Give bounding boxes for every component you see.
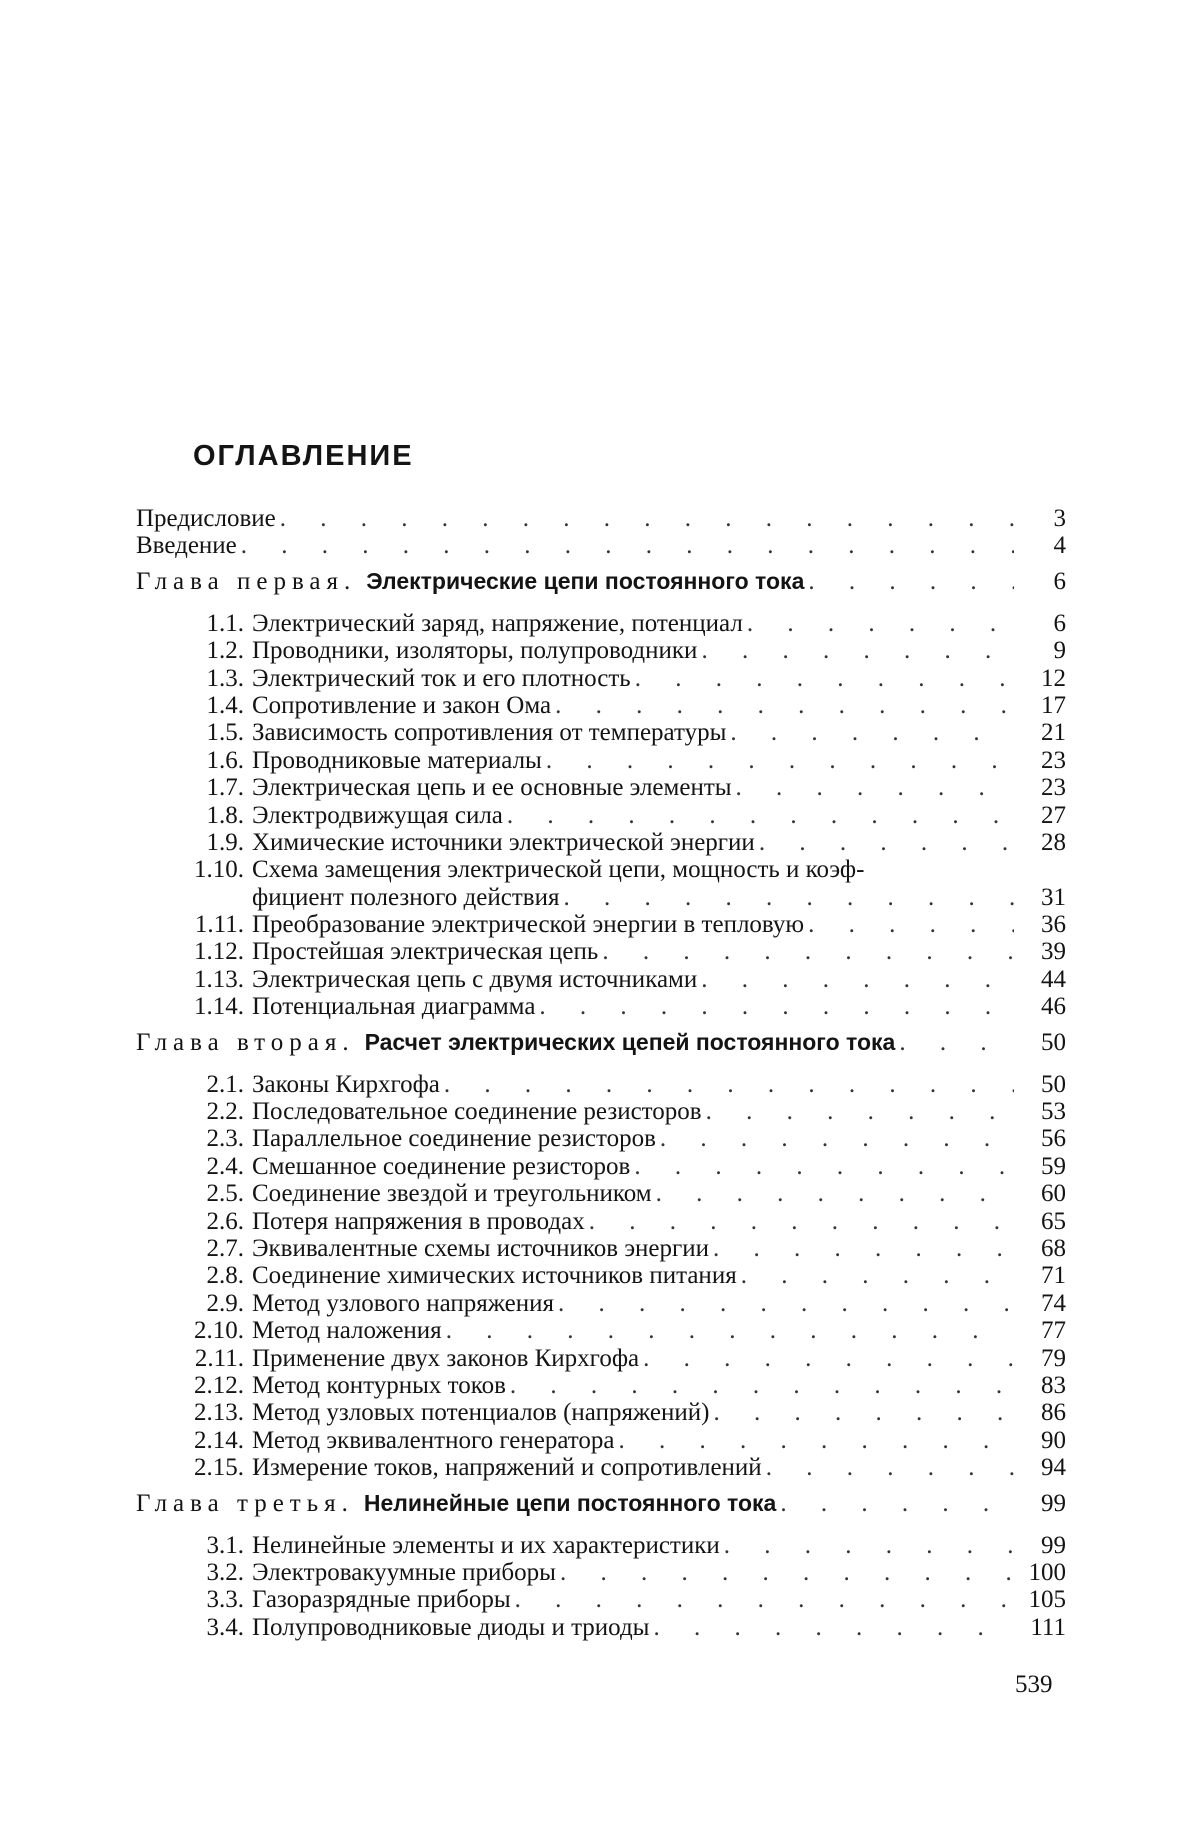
toc-entry-row [136,1345,1066,1372]
section-number: 2.10. [194,1317,244,1345]
section-number: 1.5. [206,719,244,747]
toc-entry-row [136,1235,1066,1262]
entry-page-number: 17 [1041,691,1066,719]
section-number: 2.9. [206,1289,244,1317]
entry-title: Измерение токов, напряжений и сопротивлений [252,1454,762,1482]
entry-page-number: 39 [1041,938,1066,966]
toc-entry-row [136,1614,1066,1641]
section-number: 2.14. [194,1426,244,1454]
chapter-heading [136,1029,895,1057]
dot-leader [899,1029,1014,1057]
dot-leader [741,1262,1014,1290]
entry-title: Последовательное соединение резисторов [252,1098,702,1126]
section-number: 1.9. [206,828,244,856]
entry-title: Введение [136,532,237,560]
section-number: 2.7. [206,1234,244,1262]
entry-page-number: 94 [1041,1454,1066,1482]
entry-page-number: 100 [1028,1558,1066,1586]
chapter-title: Нелинейные цепи постоянного тока [363,1489,777,1516]
entry-title: Параллельное соединение резисторов [252,1125,656,1153]
entry-page-number: 6 [1053,609,1066,637]
toc-entry-row [136,1125,1066,1152]
toc-entry-row [136,1262,1066,1289]
dot-leader [759,829,1014,857]
section-number: 1.11. [194,911,244,939]
dot-leader [446,1317,1014,1345]
entry-title: Эквивалентные схемы источников энергии [252,1234,710,1262]
table-of-contents [136,505,1066,1641]
dot-leader [634,1153,1014,1181]
entry-page-number: 56 [1041,1125,1066,1153]
entry-title: Простейшая электрическая цепь [252,938,599,966]
entry-page-number: 50 [1041,1028,1066,1056]
section-number: 1.10. [194,856,244,884]
section-number: 1.6. [206,746,244,774]
toc-entry-row [136,1454,1066,1481]
page-number: 539 [1015,1671,1053,1698]
entry-title: Потенциальная диаграмма [252,993,536,1021]
section-number: 1.3. [206,664,244,692]
entry-page-number: 50 [1041,1070,1066,1098]
entry-title: Предисловие [136,505,276,532]
entry-title: фициент полезного действия [252,883,560,911]
dot-leader [507,802,1014,830]
toc-entry-row [136,1372,1066,1399]
toc-entry-row [136,532,1066,559]
entry-page-number: 99 [1041,1489,1066,1517]
chapter-title: Электрические цепи постоянного тока [366,567,805,594]
entry-title: Применение двух законов Кирхгофа [252,1344,640,1372]
section-number: 1.2. [206,637,244,665]
toc-entry-row [136,1586,1066,1613]
entry-title: Потеря напряжения в проводах [252,1207,585,1235]
entry-page-number: 31 [1041,883,1066,911]
chapter-label: Глава первая. [136,567,357,595]
section-number: 2.6. [206,1207,244,1235]
section-number: 3.2. [206,1558,244,1586]
entry-title: Метод узловых потенциалов (напряжений) [252,1399,710,1427]
toc-entry-row [136,1532,1066,1559]
chapter-heading [136,1490,776,1518]
section-number: 1.7. [206,774,244,802]
dot-leader [444,1071,1014,1099]
entry-title: Метод узлового напряжения [252,1289,555,1317]
toc-entry-row [136,637,1066,664]
entry-title: Электрический заряд, напряжение, потенциал [252,609,743,637]
toc-entry-row [136,1208,1066,1235]
section-number: 1.8. [206,801,244,829]
entry-title: Полупроводниковые диоды и триоды [252,1613,650,1641]
entry-page-number: 111 [1030,1613,1066,1641]
toc-entry-row [136,829,1066,856]
entry-title: Метод эквивалентного генератора [252,1426,615,1454]
toc-entry-row [136,1559,1066,1586]
entry-page-number: 99 [1041,1531,1066,1559]
dot-leader [701,966,1014,994]
dot-leader [780,1490,1014,1518]
page-heading: ОГЛАВЛЕНИЕ [193,440,414,472]
entry-page-number: 60 [1041,1180,1066,1208]
dot-leader [701,637,1014,665]
section-number: 2.1. [206,1070,244,1098]
entry-title: Метод контурных токов [252,1371,506,1399]
entry-title: Электрический ток и его плотность [252,664,631,692]
entry-title: Химические источники электрической энергии [252,828,755,856]
entry-page-number: 12 [1041,664,1066,692]
entry-page-number: 53 [1041,1098,1066,1126]
toc-entry-row [136,1317,1066,1344]
dot-leader [724,1532,1014,1560]
section-number: 1.12. [194,938,244,966]
toc-chapter-row [136,568,1066,599]
entry-page-number: 23 [1041,746,1066,774]
toc-entry-row [136,911,1066,938]
dot-leader [618,1427,1014,1455]
section-number: 1.13. [194,965,244,993]
entry-page-number: 68 [1041,1234,1066,1262]
section-number: 2.2. [206,1098,244,1126]
section-number: 1.14. [194,993,244,1021]
toc-entry-row [136,993,1066,1020]
toc-entry-row [136,692,1066,719]
entry-title: Электрическая цепь и ее основные элементы [252,774,732,802]
toc-entry-row [136,665,1066,692]
entry-page-number: 90 [1041,1426,1066,1454]
toc-chapter-row [136,1490,1066,1521]
dot-leader [515,1586,1014,1614]
toc-entry-row [136,610,1066,637]
entry-page-number: 27 [1041,801,1066,829]
toc-entry-row [136,505,1066,532]
dot-leader [241,532,1014,560]
entry-title: Электровакуумные приборы [252,1558,556,1586]
dot-leader [808,568,1014,596]
entry-title: Проводники, изоляторы, полупроводники [252,637,698,665]
chapter-label: Глава третья. [136,1489,354,1517]
dot-leader [589,1208,1014,1236]
entry-page-number: 28 [1041,828,1066,856]
dot-leader [510,1372,1014,1400]
section-number: 2.13. [194,1399,244,1427]
toc-entry-row [136,747,1066,774]
entry-page-number: 23 [1041,774,1066,802]
entry-page-number: 36 [1041,911,1066,939]
entry-page-number: 105 [1028,1586,1066,1614]
entry-page-number: 3 [1053,505,1066,532]
dot-leader [635,665,1014,693]
entry-page-number: 71 [1041,1262,1066,1290]
section-number: 3.3. [206,1586,244,1614]
section-number: 2.5. [206,1180,244,1208]
entry-title: Электродвижущая сила [252,801,503,829]
dot-leader [736,774,1014,802]
section-number: 1.1. [206,609,244,637]
section-number: 2.3. [206,1125,244,1153]
section-number: 2.4. [206,1152,244,1180]
toc-chapter-row [136,1029,1066,1060]
toc-entry-row [136,1180,1066,1207]
entry-title: Смешанное соединение резисторов [252,1152,631,1180]
dot-leader [560,1559,1014,1587]
chapter-label: Глава вторая. [136,1028,355,1056]
entry-page-number: 74 [1041,1289,1066,1317]
entry-title: Газоразрядные приборы [252,1586,511,1614]
toc-entry-row [136,1290,1066,1317]
dot-leader [766,1454,1014,1482]
dot-leader [602,938,1014,966]
section-number: 2.11. [194,1344,244,1372]
entry-page-number: 83 [1041,1371,1066,1399]
toc-entry-row [136,1098,1066,1125]
dot-leader [656,1180,1014,1208]
dot-leader [643,1345,1014,1373]
dot-leader [558,1290,1014,1318]
entry-page-number: 46 [1041,993,1066,1021]
entry-page-number: 65 [1041,1207,1066,1235]
dot-leader [706,1098,1014,1126]
section-number: 2.8. [206,1262,244,1290]
entry-title: Метод наложения [252,1317,442,1345]
dot-leader [730,719,1014,747]
entry-page-number: 44 [1041,965,1066,993]
entry-page-number: 21 [1041,719,1066,747]
chapter-title: Расчет электрических цепей постоянного тока [364,1028,896,1055]
dot-leader [653,1614,1014,1642]
entry-page-number: 86 [1041,1399,1066,1427]
toc-entry-row [136,938,1066,965]
entry-page-number: 4 [1053,532,1066,560]
dot-leader [555,692,1014,720]
section-number: 2.15. [194,1454,244,1482]
toc-entry-row [136,1153,1066,1180]
dot-leader [563,884,1014,912]
chapter-heading [136,568,804,596]
entry-title: Преобразование электрической энергии в тепловую [252,911,805,939]
entry-page-number: 79 [1041,1344,1066,1372]
dot-leader [546,747,1014,775]
entry-title: Соединение химических источников питания [252,1262,737,1290]
entry-title: Проводниковые материалы [252,746,542,774]
section-number: 2.12. [194,1371,244,1399]
entry-title: Сопротивление и закон Ома [252,691,552,719]
toc-entry-row [136,1427,1066,1454]
entry-page-number: 9 [1053,637,1066,665]
section-number: 3.4. [206,1613,244,1641]
dot-leader [660,1125,1014,1153]
entry-title: Схема замещения электрической цепи, мощность и коэф- [252,856,865,884]
dot-leader [280,505,1014,533]
toc-entry-row [136,774,1066,801]
dot-leader [713,1235,1014,1263]
toc-entry-row [136,966,1066,993]
entry-title: Электрическая цепь с двумя источниками [252,965,698,993]
dot-leader [747,610,1014,638]
section-number: 3.1. [206,1531,244,1559]
toc-entry-row [136,1399,1066,1426]
section-number: 1.4. [206,691,244,719]
entry-page-number: 59 [1041,1152,1066,1180]
entry-title: Законы Кирхгофа [252,1070,440,1098]
dot-leader [713,1399,1014,1427]
dot-leader [808,911,1014,939]
toc-entry-row [136,802,1066,829]
entry-title: Соединение звездой и треугольником [252,1180,652,1208]
entry-title: Зависимость сопротивления от температуры [252,719,727,747]
toc-entry-row [136,1071,1066,1098]
toc-entry-row [136,884,1066,911]
entry-page-number: 77 [1041,1317,1066,1345]
toc-entry-row [136,856,1066,883]
entry-title: Нелинейные элементы и их характеристики [252,1531,720,1559]
entry-page-number: 6 [1053,567,1066,595]
toc-entry-row [136,719,1066,746]
dot-leader [539,993,1014,1021]
